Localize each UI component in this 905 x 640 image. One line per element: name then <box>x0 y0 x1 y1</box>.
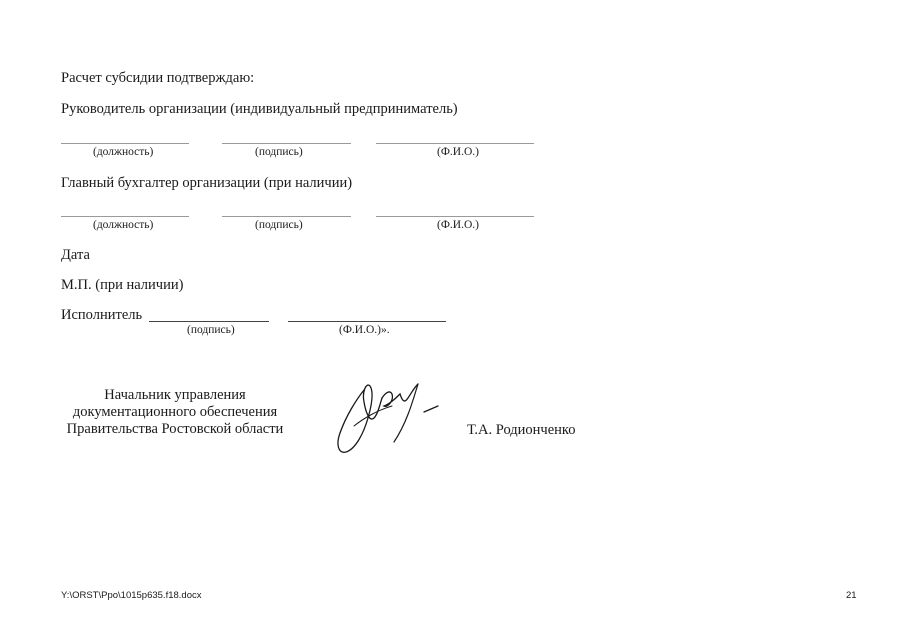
manager-position-caption: (должность) <box>93 146 154 158</box>
stamp-label: М.П. (при наличии) <box>61 277 184 293</box>
signatory-title <box>60 387 290 438</box>
page-number: 21 <box>846 590 857 601</box>
chief-accountant-heading: Главный бухгалтер организации (при наличии) <box>61 175 353 191</box>
manager-position-line <box>61 143 189 144</box>
manager-name-line <box>376 143 534 144</box>
accountant-name-caption: (Ф.И.О.) <box>437 219 479 231</box>
manager-heading: Руководитель организации (индивидуальный предприниматель) <box>61 101 458 117</box>
accountant-position-line <box>61 216 189 217</box>
accountant-signature-line <box>222 216 351 217</box>
executor-name-line <box>288 321 446 322</box>
executor-name-caption: (Ф.И.О.)». <box>339 324 390 336</box>
executor-signature-caption: (подпись) <box>187 324 235 336</box>
date-label: Дата <box>61 247 90 263</box>
manager-name-caption: (Ф.И.О.) <box>437 146 479 158</box>
footer-file-path: Y:\ORST\Ppo\1015p635.f18.docx <box>61 590 202 601</box>
accountant-signature-caption: (подпись) <box>255 219 303 231</box>
signatory-name: Т.А. Родионченко <box>467 422 576 438</box>
signatory-title-line1: Начальник управления <box>104 387 246 403</box>
accountant-position-caption: (должность) <box>93 219 154 231</box>
manager-signature-line <box>222 143 351 144</box>
accountant-name-line <box>376 216 534 217</box>
executor-label: Исполнитель <box>61 307 143 323</box>
confirm-heading: Расчет субсидии подтверждаю: <box>61 70 255 86</box>
signatory-title-line3: Правительства Ростовской области <box>66 421 284 437</box>
signatory-title-line2: документационного обеспечения <box>72 404 278 420</box>
executor-signature-line <box>149 321 269 322</box>
manager-signature-caption: (подпись) <box>255 146 303 158</box>
handwritten-signature <box>334 378 446 460</box>
